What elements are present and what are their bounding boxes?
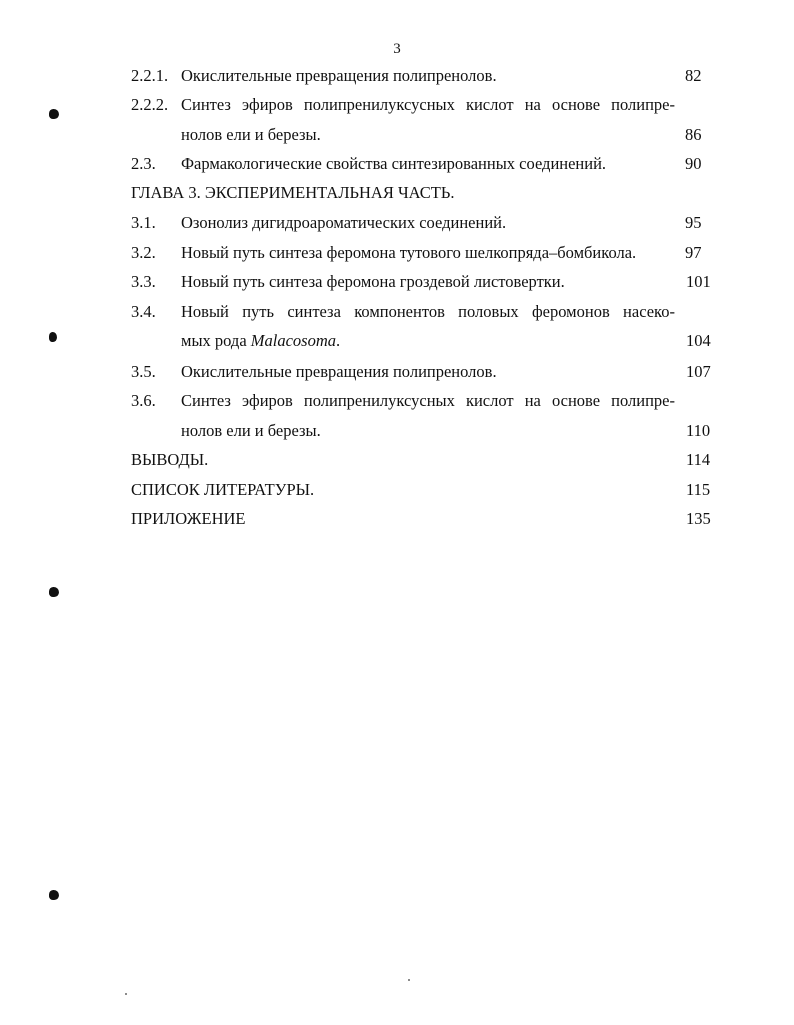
toc-entry-title-line2: нолов ели и березы. [181, 125, 321, 144]
toc-entry-3-4-cont [0, 327, 794, 355]
toc-entry-title-line1: Синтез эфиров полипренилуксусных кислот на основе полипре- [181, 391, 675, 410]
genus-name: Malacosoma [250, 331, 337, 350]
toc-entry-page: 115 [686, 480, 711, 499]
toc-entry-page: 90 [685, 154, 702, 173]
title-prefix: мых рода [181, 331, 251, 350]
page-number: 3 [393, 41, 401, 57]
toc-entry-number: 3.1. [131, 213, 156, 232]
toc-entry-page: 86 [685, 125, 702, 144]
punch-hole-mark [49, 890, 59, 900]
toc-entry-page: 97 [685, 243, 702, 262]
toc-entry-3-1 [0, 209, 794, 237]
toc-entry-title: СПИСОК ЛИТЕРАТУРЫ. [131, 480, 315, 499]
toc-entry-number: 3.5. [131, 362, 156, 381]
toc-entry-number: 2.3. [131, 154, 156, 173]
toc-entry-page: 95 [685, 213, 702, 232]
toc-entry-title-line2: нолов ели и березы. [181, 421, 321, 440]
toc-entry-2-2-1 [0, 62, 794, 90]
toc-entry-2-3 [0, 150, 794, 178]
toc-entry-title: Окислительные превращения полипренолов. [181, 362, 497, 381]
toc-entry-title: Фармакологические свойства синтезированных соединений. [181, 154, 607, 173]
toc-entry-title: ВЫВОДЫ. [131, 450, 209, 469]
toc-entry-title-line2 [181, 327, 340, 355]
punch-hole-mark [49, 587, 59, 597]
toc-chapter-heading [0, 179, 794, 207]
scan-speck [125, 993, 127, 995]
toc-entry-number: 3.6. [131, 391, 156, 410]
toc-entry-page: 107 [686, 362, 711, 381]
toc-entry-page: 114 [686, 450, 711, 469]
title-suffix: . [336, 331, 341, 350]
toc-entry-title-line1: Синтез эфиров полипренилуксусных кислот на основе полипре- [181, 95, 675, 114]
toc-entry-2-2-2 [0, 91, 794, 119]
toc-entry-3-5 [0, 358, 794, 386]
toc-entry-page: 104 [686, 331, 711, 350]
toc-entry-page: 82 [685, 66, 702, 85]
toc-entry-title: Озонолиз дигидроароматических соединений. [181, 213, 507, 232]
toc-entry-title: ПРИЛОЖЕНИЕ [131, 509, 246, 528]
toc-entry-title: Новый путь синтеза феромона тутового шелкопряда–бомбикола. [181, 243, 637, 262]
scan-speck [408, 979, 410, 981]
toc-entry-3-6 [0, 387, 794, 415]
toc-entry-3-6-cont [0, 417, 794, 445]
toc-entry-title: Окислительные превращения полипренолов. [181, 66, 497, 85]
toc-entry-page: 135 [686, 509, 711, 528]
toc-entry-3-3 [0, 268, 794, 296]
toc-entry-number: 2.2.1. [131, 66, 169, 85]
toc-entry-page: 101 [686, 272, 711, 291]
toc-entry-number: 3.3. [131, 272, 156, 291]
toc-entry-appendix [0, 505, 794, 533]
toc-entry-title-line1: Новый путь синтеза компонентов половых феромонов насеко- [181, 302, 675, 321]
toc-entry-number: 2.2.2. [131, 95, 169, 114]
toc-entry-page: 110 [686, 421, 711, 440]
chapter-heading: ГЛАВА 3. ЭКСПЕРИМЕНТАЛЬНАЯ ЧАСТЬ. [131, 183, 455, 202]
toc-entry-title: Новый путь синтеза феромона гроздевой листовертки. [181, 272, 565, 291]
toc-entry-3-4 [0, 298, 794, 326]
toc-entry-conclusions [0, 446, 794, 474]
toc-entry-number: 3.4. [131, 302, 156, 321]
toc-entry-3-2 [0, 239, 794, 267]
toc-entry-references [0, 476, 794, 504]
toc-entry-2-2-2-cont [0, 121, 794, 149]
toc-entry-number: 3.2. [131, 243, 156, 262]
